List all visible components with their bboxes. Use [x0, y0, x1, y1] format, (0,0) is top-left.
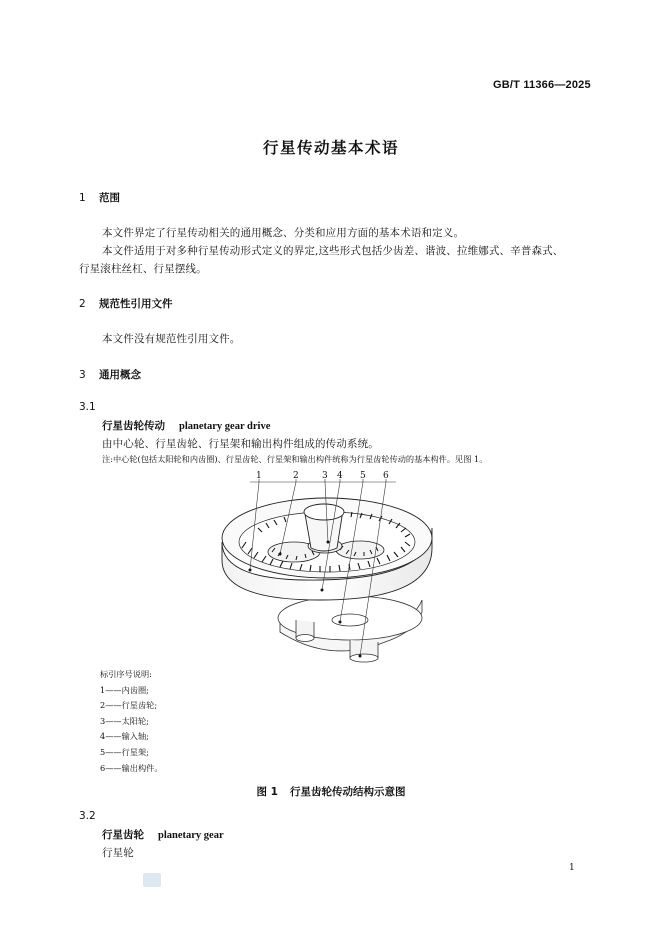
- figure-1-caption: [0, 784, 662, 799]
- key-item-5: 5——行星架;: [100, 746, 149, 757]
- section-2-paragraph: 本文件没有规范性引用文件。: [102, 333, 241, 345]
- section-title: 范围: [99, 192, 120, 204]
- section-title: 规范性引用文件: [99, 298, 173, 310]
- section-1-heading: [79, 190, 120, 205]
- term-en: planetary gear: [158, 830, 224, 841]
- term-en: planetary gear drive: [179, 421, 271, 432]
- section-1-paragraph-1: 本文件界定了行星传动相关的通用概念、分类和应用方面的基本术语和定义。: [102, 227, 465, 239]
- section-1-paragraph-2-line-1: 本文件适用于对多种行星传动形式定义的界定,这些形式包括少齿差、谐波、拉维娜式、辛普森式、: [102, 245, 564, 257]
- term-3-1-entry: [102, 418, 270, 433]
- callout-6: 6: [383, 471, 389, 481]
- section-title: 通用概念: [99, 369, 141, 381]
- section-2-heading: [79, 296, 173, 311]
- callout-2: 2: [293, 471, 299, 481]
- term-zh: 行星齿轮: [102, 829, 144, 841]
- figure-number: 图 1: [256, 786, 278, 798]
- callout-5: 5: [360, 471, 366, 481]
- callout-3: 3: [322, 471, 328, 481]
- callout-1: 1: [256, 471, 262, 481]
- key-item-1: 1——内齿圈;: [100, 684, 149, 695]
- key-item-2: 2——行星齿轮;: [100, 700, 158, 711]
- carrier-pin: [296, 620, 314, 642]
- input-shaft: [304, 504, 344, 551]
- key-item-6: 6——输出构件。: [100, 762, 163, 773]
- output-shaft: [350, 640, 378, 662]
- term-3-2-synonym: 行星轮: [102, 847, 134, 859]
- figure-1-key: [100, 667, 163, 776]
- key-item-3: 3——太阳轮;: [100, 715, 149, 726]
- figure-title: 行星齿轮传动结构示意图: [289, 786, 406, 798]
- page-number: 1: [569, 863, 575, 873]
- section-number: 2: [79, 298, 86, 310]
- watermark-logo: [143, 873, 161, 887]
- term-3-2-number: 3.2: [79, 810, 96, 822]
- section-1-paragraph-2-line-2: 行星滚柱丝杠、行星摆线。: [79, 263, 207, 275]
- callout-4: 4: [337, 471, 343, 481]
- planetary-gear-figure: [210, 470, 450, 665]
- term-3-1-note: 注:中心轮(包括太阳轮和内齿圈)、行星齿轮、行星架和输出构件统称为行星齿轮传动的基本构件。见图 1。: [102, 454, 488, 464]
- term-zh: 行星齿轮传动: [102, 420, 165, 432]
- key-item-4: 4——输入轴;: [100, 731, 149, 742]
- document-title: 行星传动基本术语: [262, 139, 399, 157]
- document-code: GB/T 11366—2025: [493, 79, 591, 91]
- carrier-hub: [332, 614, 368, 626]
- term-3-1-definition: 由中心轮、行星齿轮、行星架和输出构件组成的传动系统。: [102, 438, 379, 450]
- term-3-1-number: 3.1: [79, 401, 96, 413]
- callout-numbers: [256, 471, 389, 481]
- section-number: 3: [79, 369, 86, 381]
- section-3-heading: [79, 367, 141, 382]
- section-number: 1: [79, 192, 86, 204]
- term-3-2-entry: [102, 827, 224, 842]
- key-title: 标引序号说明:: [100, 669, 152, 679]
